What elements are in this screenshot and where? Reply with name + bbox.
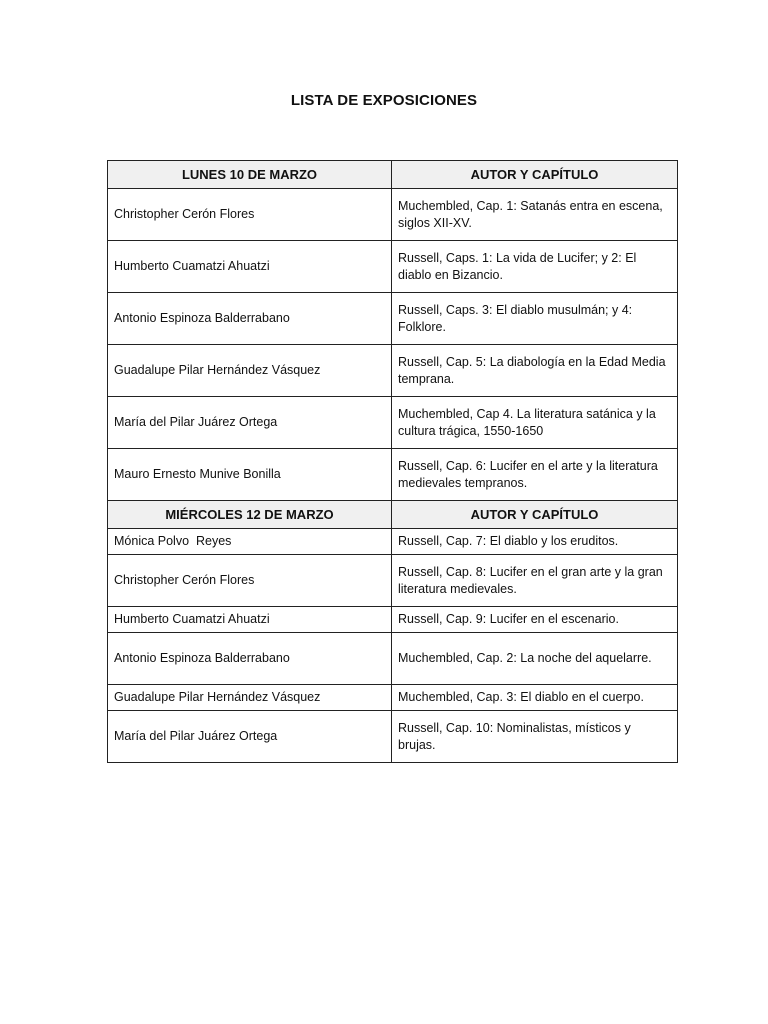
table-row [108,345,678,397]
table-row [108,711,678,763]
table-row [108,189,678,241]
section-header-row [108,501,678,529]
table-row [108,293,678,345]
reading-cell: Russell, Cap. 6: Lucifer en el arte y la literatura medievales tempranos. [392,449,678,501]
presenter-cell: María del Pilar Juárez Ortega [108,397,392,449]
column-header: AUTOR Y CAPÍTULO [392,161,678,189]
presenter-cell: Christopher Cerón Flores [108,189,392,241]
presenter-cell: Guadalupe Pilar Hernández Vásquez [108,345,392,397]
page-title: LISTA DE EXPOSICIONES [290,92,478,109]
reading-cell: Muchembled, Cap. 3: El diablo en el cuerpo. [392,685,678,711]
exposition-schedule-table [107,160,678,763]
reading-cell: Russell, Cap. 10: Nominalistas, místicos y brujas. [392,711,678,763]
presenter-cell: Guadalupe Pilar Hernández Vásquez [108,685,392,711]
reading-cell: Russell, Cap. 5: La diabología en la Edad Media temprana. [392,345,678,397]
table-row [108,685,678,711]
reading-cell: Russell, Caps. 3: El diablo musulmán; y 4: Folklore. [392,293,678,345]
presenter-cell: Mónica Polvo Reyes [108,529,392,555]
day-header: MIÉRCOLES 12 DE MARZO [108,501,392,529]
reading-cell: Muchembled, Cap 4. La literatura satánica y la cultura trágica, 1550-1650 [392,397,678,449]
column-header: AUTOR Y CAPÍTULO [392,501,678,529]
reading-cell: Russell, Cap. 9: Lucifer en el escenario. [392,607,678,633]
reading-cell: Russell, Cap. 8: Lucifer en el gran arte y la gran literatura medievales. [392,555,678,607]
presenter-cell: Mauro Ernesto Munive Bonilla [108,449,392,501]
presenter-cell: Humberto Cuamatzi Ahuatzi [108,241,392,293]
reading-cell: Russell, Caps. 1: La vida de Lucifer; y 2: El diablo en Bizancio. [392,241,678,293]
presenter-cell: Humberto Cuamatzi Ahuatzi [108,607,392,633]
presenter-cell: María del Pilar Juárez Ortega [108,711,392,763]
reading-cell: Muchembled, Cap. 2: La noche del aquelarre. [392,633,678,685]
table-row [108,241,678,293]
day-header: LUNES 10 DE MARZO [108,161,392,189]
table-row [108,633,678,685]
table-row [108,555,678,607]
table-row [108,397,678,449]
table-row [108,449,678,501]
reading-cell: Muchembled, Cap. 1: Satanás entra en escena, siglos XII-XV. [392,189,678,241]
presenter-cell: Antonio Espinoza Balderrabano [108,633,392,685]
presenter-cell: Antonio Espinoza Balderrabano [108,293,392,345]
table-row [108,607,678,633]
table-row [108,529,678,555]
section-header-row [108,161,678,189]
reading-cell: Russell, Cap. 7: El diablo y los eruditos. [392,529,678,555]
presenter-cell: Christopher Cerón Flores [108,555,392,607]
